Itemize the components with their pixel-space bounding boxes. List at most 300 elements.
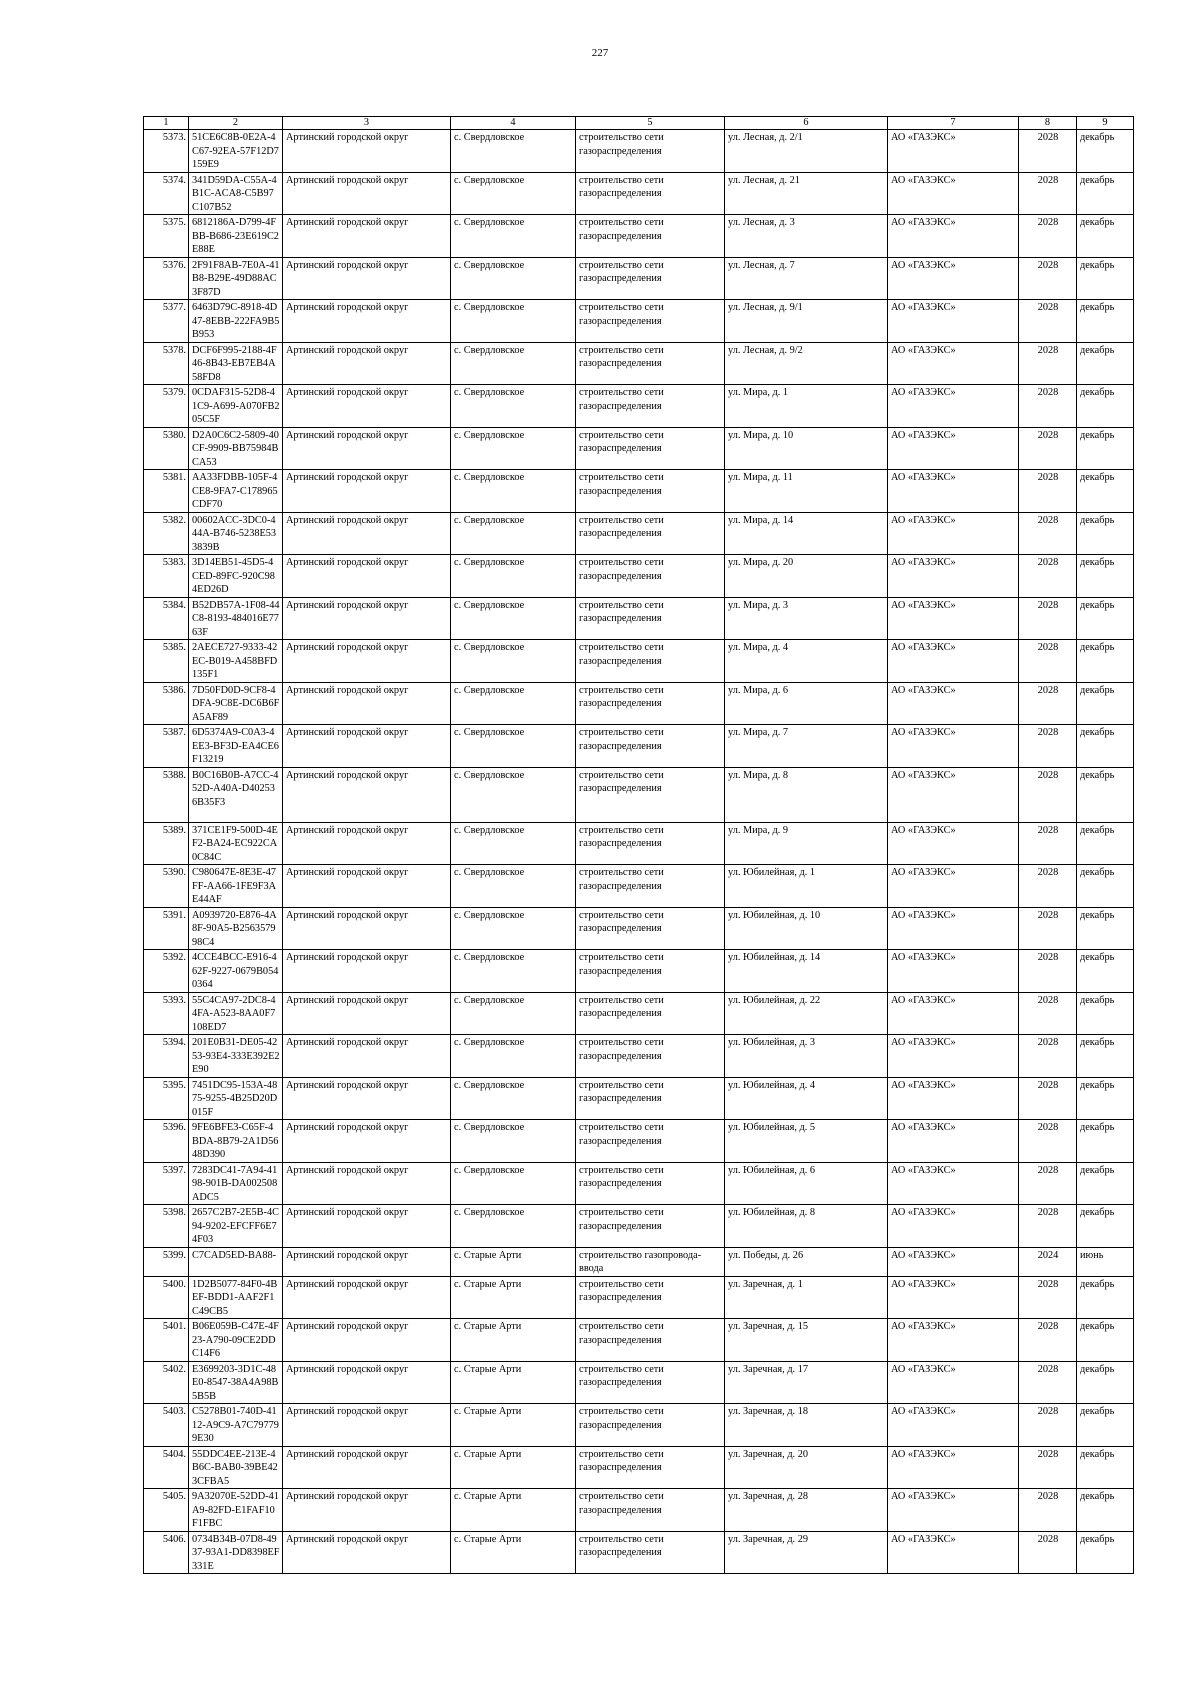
row-number: 5404. <box>144 1446 189 1489</box>
district-cell: Артинский городской округ <box>283 1276 451 1319</box>
month-cell: декабрь <box>1077 822 1134 865</box>
settlement-cell: с. Старые Арти <box>451 1247 576 1276</box>
district-cell: Артинский городской округ <box>283 865 451 908</box>
month-cell: декабрь <box>1077 767 1134 822</box>
column-header: 2 <box>189 117 283 130</box>
row-number: 5394. <box>144 1035 189 1078</box>
district-cell: Артинский городской округ <box>283 1531 451 1574</box>
object-id: 201E0B31-DE05-4253-93E4-333E392E2E90 <box>189 1035 283 1078</box>
page-number: 227 <box>591 47 609 59</box>
object-id: B52DB57A-1F08-44C8-8193-484016E7763F <box>189 597 283 640</box>
settlement-cell: с. Свердловское <box>451 1035 576 1078</box>
table-row <box>144 385 1134 428</box>
address-cell: ул. Мира, д. 14 <box>725 512 888 555</box>
object-id: 9A32070E-52DD-41A9-82FD-E1FAF10F1FBC <box>189 1489 283 1532</box>
address-cell: ул. Победы, д. 26 <box>725 1247 888 1276</box>
address-cell: ул. Юбилейная, д. 6 <box>725 1162 888 1205</box>
year-cell: 2028 <box>1019 725 1077 768</box>
object-id: C980647E-8E3E-47FF-AA66-1FE9F3AE44AF <box>189 865 283 908</box>
organization-cell: АО «ГАЗЭКС» <box>888 682 1019 725</box>
year-cell: 2028 <box>1019 215 1077 258</box>
address-cell: ул. Юбилейная, д. 14 <box>725 950 888 993</box>
table-row <box>144 597 1134 640</box>
object-id: 3D14EB51-45D5-4CED-89FC-920C984ED26D <box>189 555 283 598</box>
column-header: 7 <box>888 117 1019 130</box>
row-number: 5406. <box>144 1531 189 1574</box>
work-type-cell: строительство сети газораспределения <box>576 130 725 173</box>
address-cell: ул. Лесная, д. 3 <box>725 215 888 258</box>
row-number: 5375. <box>144 215 189 258</box>
district-cell: Артинский городской округ <box>283 640 451 683</box>
table-row <box>144 470 1134 513</box>
year-cell: 2028 <box>1019 950 1077 993</box>
table-row <box>144 172 1134 215</box>
column-header: 5 <box>576 117 725 130</box>
organization-cell: АО «ГАЗЭКС» <box>888 597 1019 640</box>
organization-cell: АО «ГАЗЭКС» <box>888 470 1019 513</box>
address-cell: ул. Юбилейная, д. 22 <box>725 992 888 1035</box>
table-row <box>144 1361 1134 1404</box>
row-number: 5386. <box>144 682 189 725</box>
year-cell: 2028 <box>1019 822 1077 865</box>
row-number: 5399. <box>144 1247 189 1276</box>
settlement-cell: с. Свердловское <box>451 950 576 993</box>
settlement-cell: с. Свердловское <box>451 1205 576 1248</box>
column-header: 1 <box>144 117 189 130</box>
settlement-cell: с. Старые Арти <box>451 1446 576 1489</box>
settlement-cell: с. Свердловское <box>451 512 576 555</box>
work-type-cell: строительство сети газораспределения <box>576 385 725 428</box>
month-cell: декабрь <box>1077 865 1134 908</box>
row-number: 5388. <box>144 767 189 822</box>
organization-cell: АО «ГАЗЭКС» <box>888 950 1019 993</box>
work-type-cell: строительство сети газораспределения <box>576 1446 725 1489</box>
settlement-cell: с. Свердловское <box>451 130 576 173</box>
object-id: 00602ACC-3DC0-444A-B746-5238E533839B <box>189 512 283 555</box>
address-cell: ул. Лесная, д. 9/2 <box>725 342 888 385</box>
gasification-schedule-table <box>143 116 1134 1574</box>
work-type-cell: строительство сети газораспределения <box>576 725 725 768</box>
organization-cell: АО «ГАЗЭКС» <box>888 300 1019 343</box>
work-type-cell: строительство сети газораспределения <box>576 1361 725 1404</box>
settlement-cell: с. Свердловское <box>451 992 576 1035</box>
table-row <box>144 1276 1134 1319</box>
year-cell: 2028 <box>1019 342 1077 385</box>
organization-cell: АО «ГАЗЭКС» <box>888 1162 1019 1205</box>
work-type-cell: строительство сети газораспределения <box>576 172 725 215</box>
row-number: 5405. <box>144 1489 189 1532</box>
month-cell: декабрь <box>1077 640 1134 683</box>
object-id: 2657C2B7-2E5B-4C94-9202-EFCFF6E74F03 <box>189 1205 283 1248</box>
table-row <box>144 1446 1134 1489</box>
organization-cell: АО «ГАЗЭКС» <box>888 992 1019 1035</box>
district-cell: Артинский городской округ <box>283 215 451 258</box>
year-cell: 2028 <box>1019 427 1077 470</box>
address-cell: ул. Лесная, д. 7 <box>725 257 888 300</box>
month-cell: декабрь <box>1077 300 1134 343</box>
district-cell: Артинский городской округ <box>283 992 451 1035</box>
settlement-cell: с. Свердловское <box>451 215 576 258</box>
organization-cell: АО «ГАЗЭКС» <box>888 767 1019 822</box>
address-cell: ул. Мира, д. 10 <box>725 427 888 470</box>
settlement-cell: с. Свердловское <box>451 597 576 640</box>
object-id: 6D5374A9-C0A3-4EE3-BF3D-EA4CE6F13219 <box>189 725 283 768</box>
table-row <box>144 725 1134 768</box>
month-cell: декабрь <box>1077 1205 1134 1248</box>
work-type-cell: строительство сети газораспределения <box>576 470 725 513</box>
row-number: 5392. <box>144 950 189 993</box>
object-id: 7283DC41-7A94-4198-901B-DA002508ADC5 <box>189 1162 283 1205</box>
address-cell: ул. Лесная, д. 21 <box>725 172 888 215</box>
district-cell: Артинский городской округ <box>283 130 451 173</box>
organization-cell: АО «ГАЗЭКС» <box>888 1531 1019 1574</box>
column-header: 8 <box>1019 117 1077 130</box>
object-id: 1D2B5077-84F0-4BEF-BDD1-AAF2F1C49CB5 <box>189 1276 283 1319</box>
row-number: 5380. <box>144 427 189 470</box>
address-cell: ул. Мира, д. 1 <box>725 385 888 428</box>
organization-cell: АО «ГАЗЭКС» <box>888 907 1019 950</box>
work-type-cell: строительство сети газораспределения <box>576 597 725 640</box>
organization-cell: АО «ГАЗЭКС» <box>888 427 1019 470</box>
row-number: 5387. <box>144 725 189 768</box>
district-cell: Артинский городской округ <box>283 950 451 993</box>
month-cell: декабрь <box>1077 950 1134 993</box>
district-cell: Артинский городской округ <box>283 725 451 768</box>
table-row <box>144 1035 1134 1078</box>
month-cell: декабрь <box>1077 1035 1134 1078</box>
year-cell: 2028 <box>1019 1120 1077 1163</box>
settlement-cell: с. Свердловское <box>451 470 576 513</box>
work-type-cell: строительство сети газораспределения <box>576 1205 725 1248</box>
object-id: 2F91F8AB-7E0A-41B8-B29E-49D88AC3F87D <box>189 257 283 300</box>
month-cell: декабрь <box>1077 1120 1134 1163</box>
month-cell: декабрь <box>1077 597 1134 640</box>
year-cell: 2028 <box>1019 470 1077 513</box>
row-number: 5376. <box>144 257 189 300</box>
district-cell: Артинский городской округ <box>283 470 451 513</box>
table-row <box>144 1531 1134 1574</box>
address-cell: ул. Лесная, д. 2/1 <box>725 130 888 173</box>
organization-cell: АО «ГАЗЭКС» <box>888 725 1019 768</box>
object-id: 2AECE727-9333-42EC-B019-A458BFD135F1 <box>189 640 283 683</box>
work-type-cell: строительство сети газораспределения <box>576 257 725 300</box>
row-number: 5374. <box>144 172 189 215</box>
district-cell: Артинский городской округ <box>283 342 451 385</box>
address-cell: ул. Мира, д. 8 <box>725 767 888 822</box>
month-cell: декабрь <box>1077 385 1134 428</box>
settlement-cell: с. Свердловское <box>451 907 576 950</box>
month-cell: декабрь <box>1077 512 1134 555</box>
year-cell: 2028 <box>1019 1319 1077 1362</box>
row-number: 5391. <box>144 907 189 950</box>
month-cell: декабрь <box>1077 1276 1134 1319</box>
work-type-cell: строительство сети газораспределения <box>576 640 725 683</box>
work-type-cell: строительство сети газораспределения <box>576 300 725 343</box>
year-cell: 2028 <box>1019 1489 1077 1532</box>
row-number: 5382. <box>144 512 189 555</box>
district-cell: Артинский городской округ <box>283 682 451 725</box>
district-cell: Артинский городской округ <box>283 427 451 470</box>
table-row <box>144 1404 1134 1447</box>
work-type-cell: строительство газопровода-ввода <box>576 1247 725 1276</box>
address-cell: ул. Юбилейная, д. 10 <box>725 907 888 950</box>
district-cell: Артинский городской округ <box>283 1035 451 1078</box>
district-cell: Артинский городской округ <box>283 1162 451 1205</box>
table-row <box>144 1077 1134 1120</box>
work-type-cell: строительство сети газораспределения <box>576 1035 725 1078</box>
column-header: 6 <box>725 117 888 130</box>
column-header: 4 <box>451 117 576 130</box>
organization-cell: АО «ГАЗЭКС» <box>888 1319 1019 1362</box>
table-row <box>144 130 1134 173</box>
month-cell: декабрь <box>1077 257 1134 300</box>
row-number: 5393. <box>144 992 189 1035</box>
address-cell: ул. Юбилейная, д. 3 <box>725 1035 888 1078</box>
year-cell: 2028 <box>1019 992 1077 1035</box>
address-cell: ул. Заречная, д. 17 <box>725 1361 888 1404</box>
district-cell: Артинский городской округ <box>283 1319 451 1362</box>
settlement-cell: с. Старые Арти <box>451 1276 576 1319</box>
row-number: 5403. <box>144 1404 189 1447</box>
district-cell: Артинский городской округ <box>283 1361 451 1404</box>
address-cell: ул. Мира, д. 7 <box>725 725 888 768</box>
address-cell: ул. Мира, д. 4 <box>725 640 888 683</box>
settlement-cell: с. Свердловское <box>451 427 576 470</box>
settlement-cell: с. Свердловское <box>451 767 576 822</box>
settlement-cell: с. Свердловское <box>451 682 576 725</box>
year-cell: 2028 <box>1019 1205 1077 1248</box>
work-type-cell: строительство сети газораспределения <box>576 1120 725 1163</box>
organization-cell: АО «ГАЗЭКС» <box>888 1077 1019 1120</box>
district-cell: Артинский городской округ <box>283 385 451 428</box>
address-cell: ул. Мира, д. 20 <box>725 555 888 598</box>
month-cell: декабрь <box>1077 1361 1134 1404</box>
address-cell: ул. Юбилейная, д. 1 <box>725 865 888 908</box>
district-cell: Артинский городской округ <box>283 1247 451 1276</box>
address-cell: ул. Заречная, д. 1 <box>725 1276 888 1319</box>
organization-cell: АО «ГАЗЭКС» <box>888 215 1019 258</box>
organization-cell: АО «ГАЗЭКС» <box>888 130 1019 173</box>
object-id: 9FE6BFE3-C65F-4BDA-8B79-2A1D5648D390 <box>189 1120 283 1163</box>
table-row <box>144 215 1134 258</box>
year-cell: 2028 <box>1019 300 1077 343</box>
table-row <box>144 342 1134 385</box>
row-number: 5378. <box>144 342 189 385</box>
organization-cell: АО «ГАЗЭКС» <box>888 865 1019 908</box>
object-id: 4CCE4BCC-E916-462F-9227-0679B0540364 <box>189 950 283 993</box>
year-cell: 2028 <box>1019 640 1077 683</box>
table-row <box>144 257 1134 300</box>
object-id: 0CDAF315-52D8-41C9-A699-A070FB205C5F <box>189 385 283 428</box>
month-cell: декабрь <box>1077 427 1134 470</box>
year-cell: 2028 <box>1019 1077 1077 1120</box>
settlement-cell: с. Свердловское <box>451 865 576 908</box>
row-number: 5373. <box>144 130 189 173</box>
work-type-cell: строительство сети газораспределения <box>576 907 725 950</box>
month-cell: декабрь <box>1077 992 1134 1035</box>
settlement-cell: с. Свердловское <box>451 1162 576 1205</box>
settlement-cell: с. Свердловское <box>451 172 576 215</box>
district-cell: Артинский городской округ <box>283 172 451 215</box>
month-cell: декабрь <box>1077 682 1134 725</box>
address-cell: ул. Мира, д. 6 <box>725 682 888 725</box>
year-cell: 2028 <box>1019 1531 1077 1574</box>
organization-cell: АО «ГАЗЭКС» <box>888 1120 1019 1163</box>
work-type-cell: строительство сети газораспределения <box>576 822 725 865</box>
row-number: 5397. <box>144 1162 189 1205</box>
table-row <box>144 640 1134 683</box>
year-cell: 2028 <box>1019 385 1077 428</box>
address-cell: ул. Мира, д. 11 <box>725 470 888 513</box>
row-number: 5396. <box>144 1120 189 1163</box>
address-cell: ул. Юбилейная, д. 4 <box>725 1077 888 1120</box>
organization-cell: АО «ГАЗЭКС» <box>888 555 1019 598</box>
table-row <box>144 950 1134 993</box>
month-cell: декабрь <box>1077 130 1134 173</box>
row-number: 5383. <box>144 555 189 598</box>
column-header: 9 <box>1077 117 1134 130</box>
year-cell: 2028 <box>1019 1361 1077 1404</box>
object-id: 6812186A-D799-4FBB-B686-23E619C2E88E <box>189 215 283 258</box>
organization-cell: АО «ГАЗЭКС» <box>888 385 1019 428</box>
organization-cell: АО «ГАЗЭКС» <box>888 1205 1019 1248</box>
year-cell: 2028 <box>1019 767 1077 822</box>
work-type-cell: строительство сети газораспределения <box>576 682 725 725</box>
settlement-cell: с. Старые Арти <box>451 1531 576 1574</box>
settlement-cell: с. Свердловское <box>451 385 576 428</box>
settlement-cell: с. Свердловское <box>451 555 576 598</box>
district-cell: Артинский городской округ <box>283 300 451 343</box>
settlement-cell: с. Свердловское <box>451 640 576 683</box>
year-cell: 2028 <box>1019 257 1077 300</box>
table-row <box>144 512 1134 555</box>
year-cell: 2028 <box>1019 682 1077 725</box>
month-cell: декабрь <box>1077 555 1134 598</box>
work-type-cell: строительство сети газораспределения <box>576 215 725 258</box>
year-cell: 2028 <box>1019 1404 1077 1447</box>
work-type-cell: строительство сети газораспределения <box>576 767 725 822</box>
district-cell: Артинский городской округ <box>283 555 451 598</box>
column-number-header-row <box>144 117 1134 130</box>
work-type-cell: строительство сети газораспределения <box>576 555 725 598</box>
district-cell: Артинский городской округ <box>283 1489 451 1532</box>
organization-cell: АО «ГАЗЭКС» <box>888 1276 1019 1319</box>
row-number: 5400. <box>144 1276 189 1319</box>
organization-cell: АО «ГАЗЭКС» <box>888 512 1019 555</box>
object-id: 371CE1F9-500D-4EF2-BA24-EC922CA0C84C <box>189 822 283 865</box>
month-cell: декабрь <box>1077 1531 1134 1574</box>
district-cell: Артинский городской округ <box>283 767 451 822</box>
district-cell: Артинский городской округ <box>283 1404 451 1447</box>
organization-cell: АО «ГАЗЭКС» <box>888 342 1019 385</box>
column-header: 3 <box>283 117 451 130</box>
year-cell: 2024 <box>1019 1247 1077 1276</box>
district-cell: Артинский городской округ <box>283 1120 451 1163</box>
address-cell: ул. Заречная, д. 29 <box>725 1531 888 1574</box>
address-cell: ул. Юбилейная, д. 8 <box>725 1205 888 1248</box>
row-number: 5402. <box>144 1361 189 1404</box>
settlement-cell: с. Свердловское <box>451 257 576 300</box>
organization-cell: АО «ГАЗЭКС» <box>888 1361 1019 1404</box>
row-number: 5384. <box>144 597 189 640</box>
address-cell: ул. Заречная, д. 28 <box>725 1489 888 1532</box>
settlement-cell: с. Свердловское <box>451 1120 576 1163</box>
year-cell: 2028 <box>1019 1276 1077 1319</box>
district-cell: Артинский городской округ <box>283 1205 451 1248</box>
table-row <box>144 865 1134 908</box>
organization-cell: АО «ГАЗЭКС» <box>888 822 1019 865</box>
organization-cell: АО «ГАЗЭКС» <box>888 257 1019 300</box>
table-row <box>144 822 1134 865</box>
row-number: 5379. <box>144 385 189 428</box>
object-id: B06E059B-C47E-4F23-A790-09CE2DDC14F6 <box>189 1319 283 1362</box>
settlement-cell: с. Свердловское <box>451 822 576 865</box>
work-type-cell: строительство сети газораспределения <box>576 427 725 470</box>
month-cell: декабрь <box>1077 470 1134 513</box>
table-row <box>144 1319 1134 1362</box>
year-cell: 2028 <box>1019 1035 1077 1078</box>
table-row <box>144 1162 1134 1205</box>
year-cell: 2028 <box>1019 130 1077 173</box>
object-id: E3699203-3D1C-48E0-8547-38A4A98B5B5B <box>189 1361 283 1404</box>
table-row <box>144 427 1134 470</box>
table-row <box>144 907 1134 950</box>
object-id: AA33FDBB-105F-4CE8-9FA7-C178965CDF70 <box>189 470 283 513</box>
table-row <box>144 1120 1134 1163</box>
work-type-cell: строительство сети газораспределения <box>576 1276 725 1319</box>
settlement-cell: с. Свердловское <box>451 725 576 768</box>
month-cell: декабрь <box>1077 172 1134 215</box>
year-cell: 2028 <box>1019 512 1077 555</box>
year-cell: 2028 <box>1019 555 1077 598</box>
work-type-cell: строительство сети газораспределения <box>576 992 725 1035</box>
row-number: 5401. <box>144 1319 189 1362</box>
table-row <box>144 1247 1134 1276</box>
work-type-cell: строительство сети газораспределения <box>576 1489 725 1532</box>
month-cell: декабрь <box>1077 1077 1134 1120</box>
object-id: DCF6F995-2188-4F46-8B43-EB7EB4A58FD8 <box>189 342 283 385</box>
district-cell: Артинский городской округ <box>283 257 451 300</box>
object-id: 7D50FD0D-9CF8-4DFA-9C8E-DC6B6FA5AF89 <box>189 682 283 725</box>
settlement-cell: с. Старые Арти <box>451 1489 576 1532</box>
organization-cell: АО «ГАЗЭКС» <box>888 1489 1019 1532</box>
work-type-cell: строительство сети газораспределения <box>576 1162 725 1205</box>
object-id: B0C16B0B-A7CC-452D-A40A-D402536B35F3 <box>189 767 283 822</box>
work-type-cell: строительство сети газораспределения <box>576 950 725 993</box>
work-type-cell: строительство сети газораспределения <box>576 1319 725 1362</box>
settlement-cell: с. Старые Арти <box>451 1404 576 1447</box>
month-cell: декабрь <box>1077 1446 1134 1489</box>
settlement-cell: с. Старые Арти <box>451 1319 576 1362</box>
month-cell: декабрь <box>1077 1404 1134 1447</box>
object-id: D2A0C6C2-5809-40CF-9909-BB75984BCA53 <box>189 427 283 470</box>
organization-cell: АО «ГАЗЭКС» <box>888 172 1019 215</box>
organization-cell: АО «ГАЗЭКС» <box>888 1404 1019 1447</box>
work-type-cell: строительство сети газораспределения <box>576 1404 725 1447</box>
address-cell: ул. Лесная, д. 9/1 <box>725 300 888 343</box>
object-id: 7451DC95-153A-4875-9255-4B25D20D015F <box>189 1077 283 1120</box>
address-cell: ул. Юбилейная, д. 5 <box>725 1120 888 1163</box>
object-id: A0939720-E876-4A8F-90A5-B256357998C4 <box>189 907 283 950</box>
row-number: 5398. <box>144 1205 189 1248</box>
year-cell: 2028 <box>1019 865 1077 908</box>
row-number: 5381. <box>144 470 189 513</box>
district-cell: Артинский городской округ <box>283 512 451 555</box>
object-id: C7CAD5ED-BA88- <box>189 1247 283 1276</box>
month-cell: декабрь <box>1077 1489 1134 1532</box>
object-id: 51CE6C8B-0E2A-4C67-92EA-57F12D7159E9 <box>189 130 283 173</box>
address-cell: ул. Заречная, д. 20 <box>725 1446 888 1489</box>
